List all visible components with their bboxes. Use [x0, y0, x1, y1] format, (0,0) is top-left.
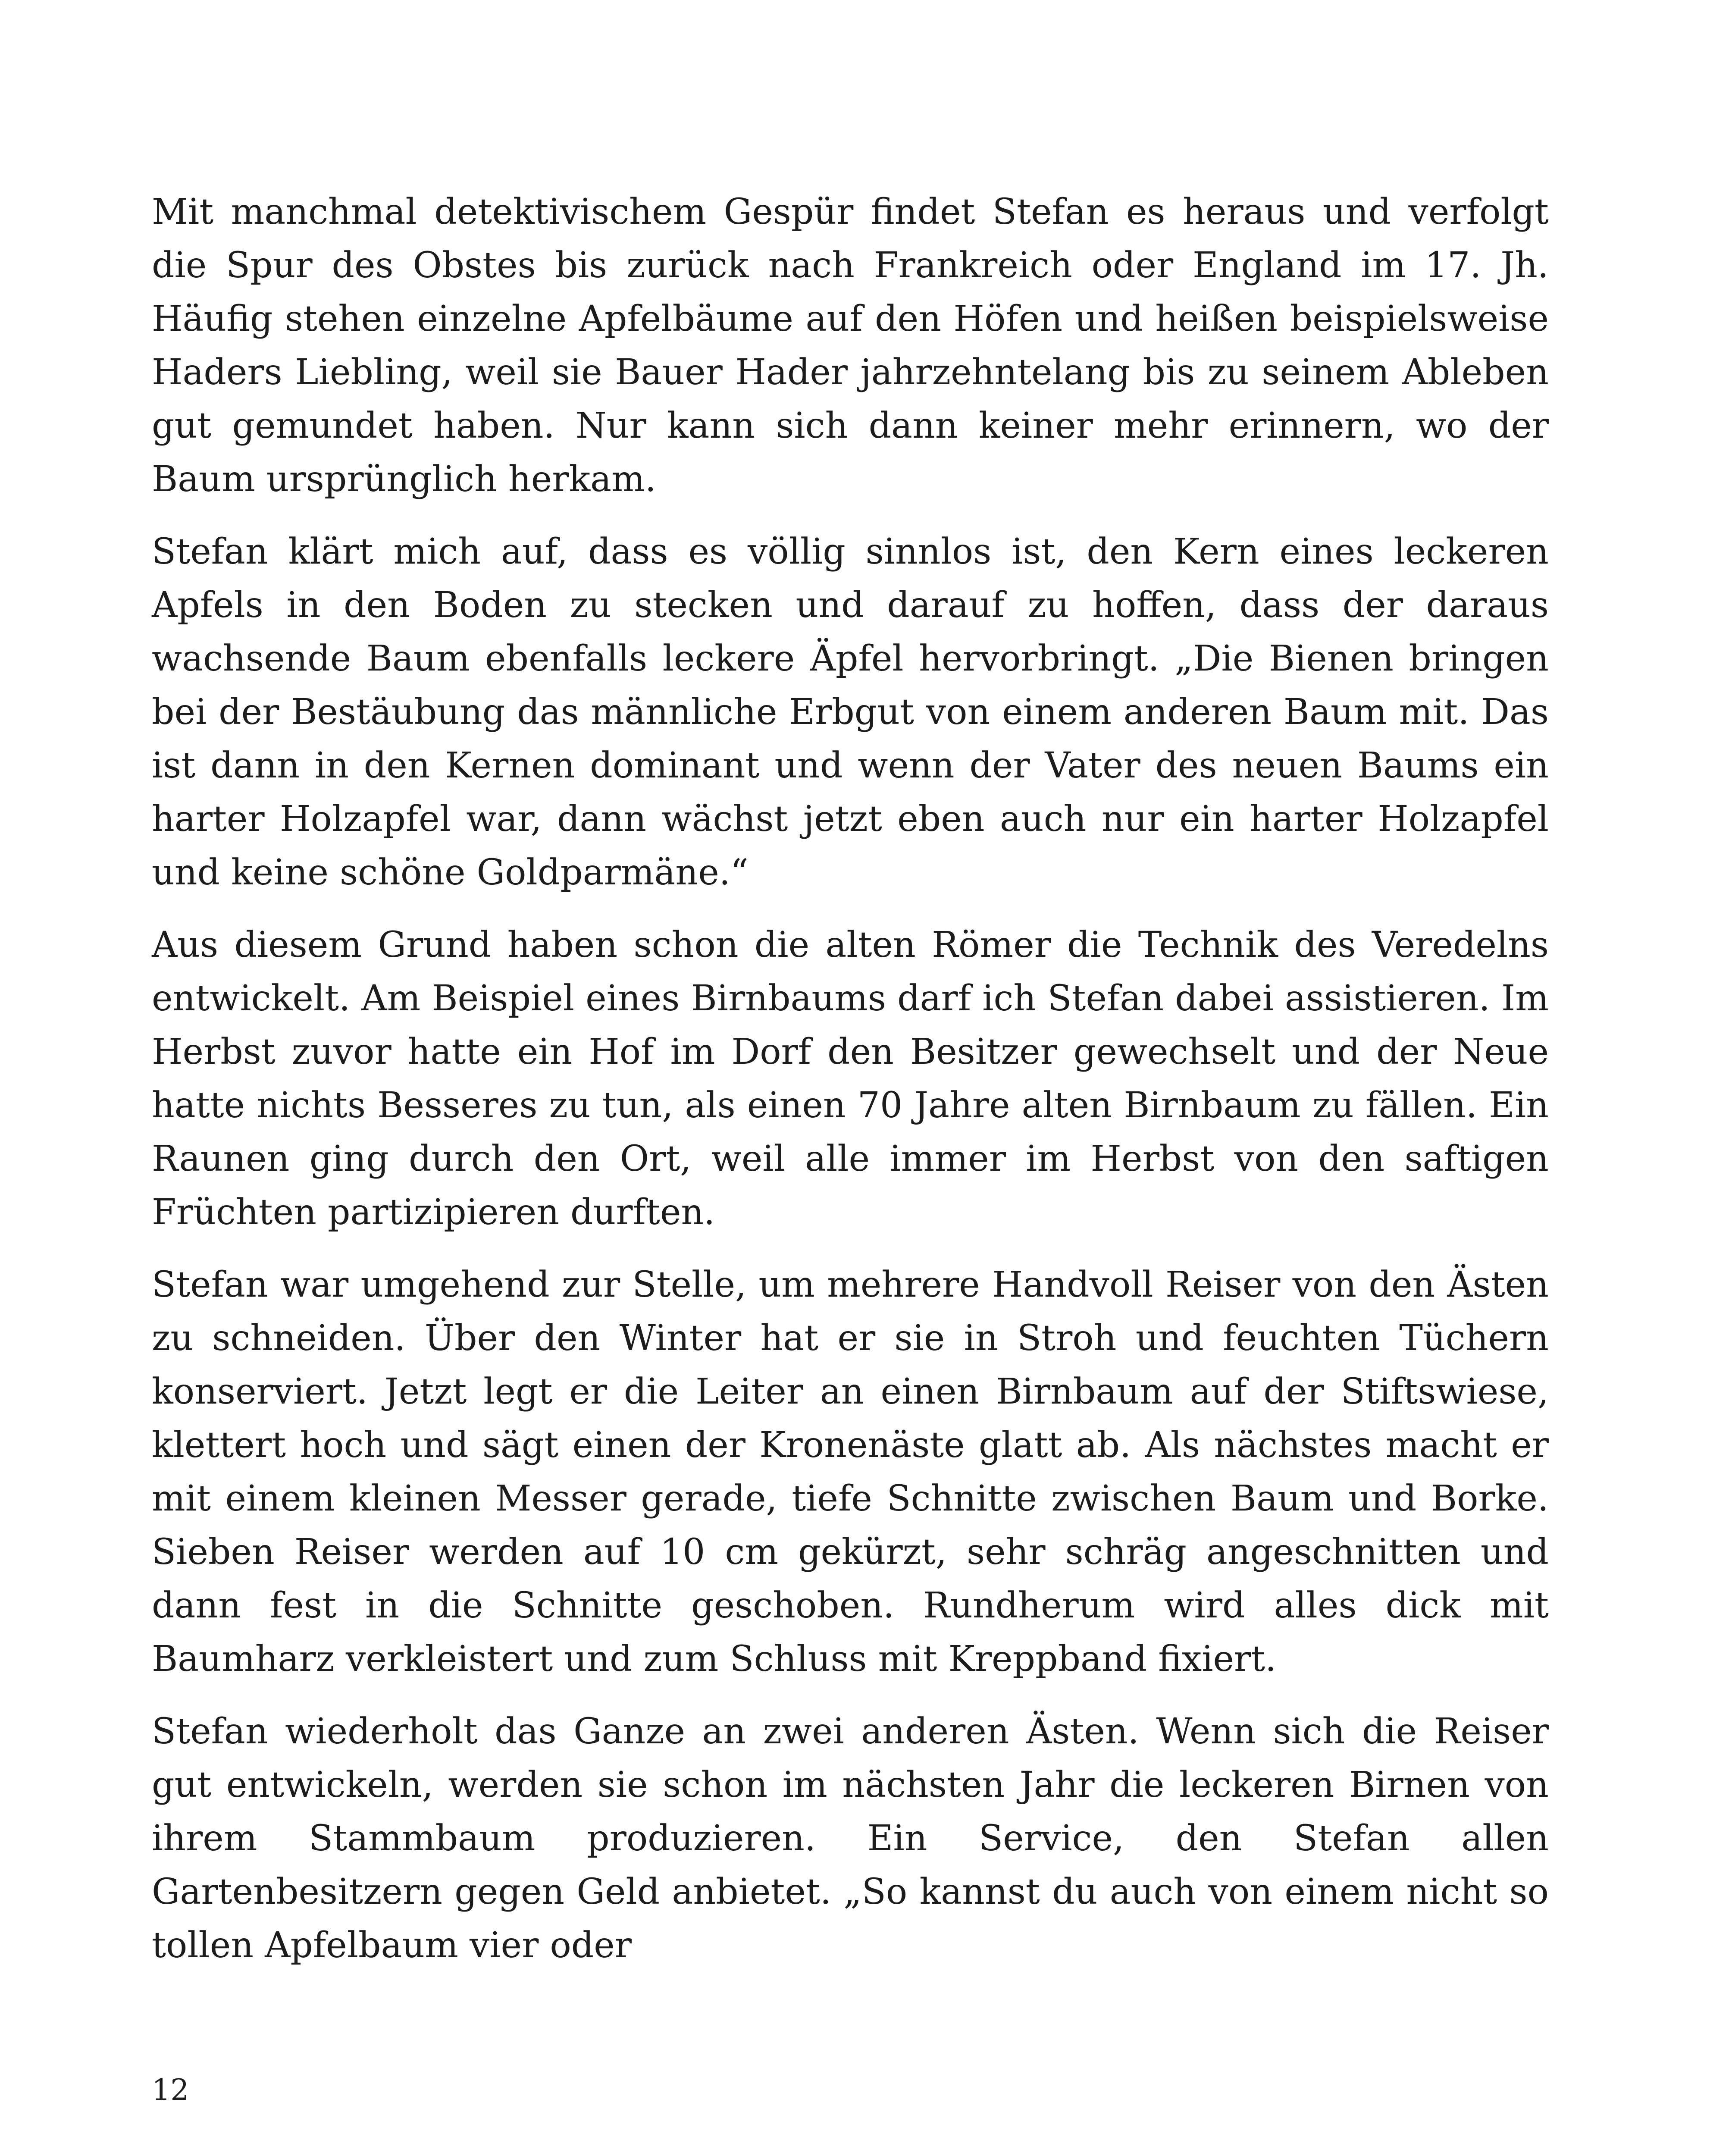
- paragraph-4: Stefan war umgehend zur Stelle, um mehrere Handvoll Reiser von den Ästen zu schneiden. Über den Winter hat er sie in Stroh und feuchten Tüchern konserviert. Jetzt legt er die Leiter an einen Birnbaum auf der Stiftswiese, klettert hoch und sägt einen der Kronenäste glatt ab. Als nächstes macht er mit einem kleinen Messer gerade, tiefe Schnitte zwischen Baum und Borke. Sieben Reiser werden auf 10 cm gekürzt, sehr schräg angeschnitten und dann fest in die Schnitte geschoben. Rundherum wird alles dick mit Baumharz verkleistert und zum Schluss mit Kreppband fixiert.: [152, 1264, 1549, 1680]
- page-number: 12: [152, 2073, 189, 2107]
- paragraph-5: Stefan wiederholt das Ganze an zwei anderen Ästen. Wenn sich die Reiser gut entwickeln, werden sie schon im nächsten Jahr die leckeren Birnen von ihrem Stammbaum produzieren. Ein Service, den Stefan allen Gartenbesitzern gegen Geld anbietet. „So kannst du auch von einem nicht so tollen Apfelbaum vier oder: [152, 1711, 1549, 1966]
- paragraph-2: Stefan klärt mich auf, dass es völlig sinnlos ist, den Kern eines leckeren Apfels in den Boden zu stecken und darauf zu hoffen, dass der daraus wachsende Baum ebenfalls leckere Äpfel hervorbringt. „Die Bienen bringen bei der Bestäubung das männliche Erbgut von einem anderen Baum mit. Das ist dann in den Kernen dominant und wenn der Vater des neuen Baums ein harter Holzapfel war, dann wächst jetzt eben auch nur ein harter Holzapfel und keine schöne Goldparmäne.“: [152, 531, 1549, 893]
- paragraph-3: Aus diesem Grund haben schon die alten Römer die Technik des Veredelns entwickelt. Am Beispiel eines Birnbaums darf ich Stefan dabei assistieren. Im Herbst zuvor hatte ein Hof im Dorf den Besitzer gewechselt und der Neue hatte nichts Besseres zu tun, als einen 70 Jahre alten Birnbaum zu fällen. Ein Raunen ging durch den Ort, weil alle immer im Herbst von den saftigen Früchten partizipieren durften.: [152, 924, 1549, 1233]
- paragraph-1: Mit manchmal detektivischem Gespür findet Stefan es heraus und verfolgt die Spur des Obstes bis zurück nach Frankreich oder England im 17. Jh. Häufig stehen einzelne Apfelbäume auf den Höfen und heißen beispielsweise Haders Liebling, weil sie Bauer Hader jahrzehntelang bis zu seinem Ableben gut gemundet haben. Nur kann sich dann keiner mehr erinnern, wo der Baum ursprünglich herkam.: [152, 191, 1549, 500]
- page-body: [152, 185, 1549, 1991]
